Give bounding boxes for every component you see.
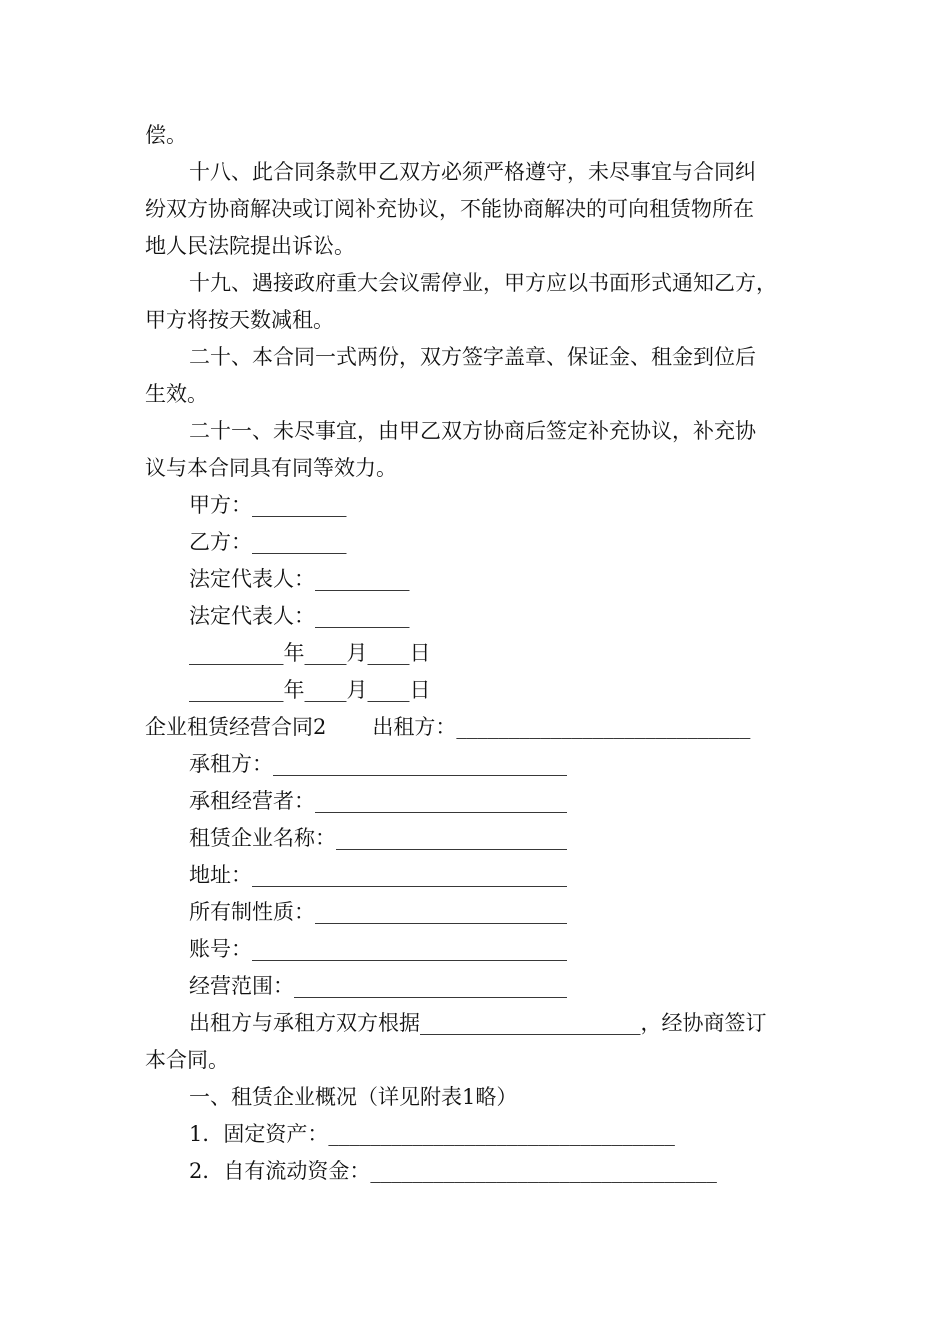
basis-line-1: 出租方与承租方双方根据_____________________，经协商签订 bbox=[189, 1011, 767, 1035]
operator-field: 承租经营者：________________________ bbox=[189, 789, 567, 813]
clause-18-line-3: 地人民法院提出诉讼。 bbox=[145, 234, 355, 258]
basis-line-2: 本合同。 bbox=[145, 1048, 229, 1072]
account-field: 账号：______________________________ bbox=[189, 937, 567, 961]
party-a-field: 甲方：_________ bbox=[189, 493, 347, 517]
text-line: 偿。 bbox=[145, 123, 187, 147]
ownership-field: 所有制性质：________________________ bbox=[189, 900, 567, 924]
legal-rep-field-1: 法定代表人：_________ bbox=[189, 567, 410, 591]
clause-20-line-2: 生效。 bbox=[145, 382, 208, 406]
clause-21-line-2: 议与本合同具有同等效力。 bbox=[145, 456, 397, 480]
contract-2-title: 企业租赁经营合同2 bbox=[145, 715, 327, 739]
enterprise-name-field: 租赁企业名称：______________________ bbox=[189, 826, 567, 850]
lessee-field: 承租方：____________________________ bbox=[189, 752, 567, 776]
document-body bbox=[145, 117, 815, 1190]
legal-rep-field-2: 法定代表人：_________ bbox=[189, 604, 410, 628]
lessor-field: 出租方：____________________________ bbox=[372, 715, 751, 739]
date-field-2: _________年____月____日 bbox=[189, 678, 431, 702]
address-field: 地址：______________________________ bbox=[189, 863, 567, 887]
clause-18-line-2: 纷双方协商解决或订阅补充协议，不能协商解决的可向租赁物所在 bbox=[145, 197, 754, 221]
working-capital-field: 2．自有流动资金：_________________________________ bbox=[189, 1159, 717, 1183]
clause-19-line-2: 甲方将按天数减租。 bbox=[145, 308, 334, 332]
fixed-assets-field: 1．固定资产：_________________________________ bbox=[189, 1122, 675, 1146]
clause-18-line-1: 十八、此合同条款甲乙双方必须严格遵守，未尽事宜与合同纠 bbox=[189, 160, 756, 184]
section-1-title: 一、租赁企业概况（详见附表1略） bbox=[189, 1085, 518, 1109]
contract-2-heading-line bbox=[145, 709, 815, 746]
scope-field: 经营范围：__________________________ bbox=[189, 974, 567, 998]
clause-19-line-1: 十九、遇接政府重大会议需停业，甲方应以书面形式通知乙方， bbox=[189, 271, 777, 295]
clause-20-line-1: 二十、本合同一式两份，双方签字盖章、保证金、租金到位后 bbox=[189, 345, 756, 369]
date-field-1: _________年____月____日 bbox=[189, 641, 431, 665]
clause-21-line-1: 二十一、未尽事宜，由甲乙双方协商后签定补充协议，补充协 bbox=[189, 419, 756, 443]
party-b-field: 乙方：_________ bbox=[189, 530, 347, 554]
